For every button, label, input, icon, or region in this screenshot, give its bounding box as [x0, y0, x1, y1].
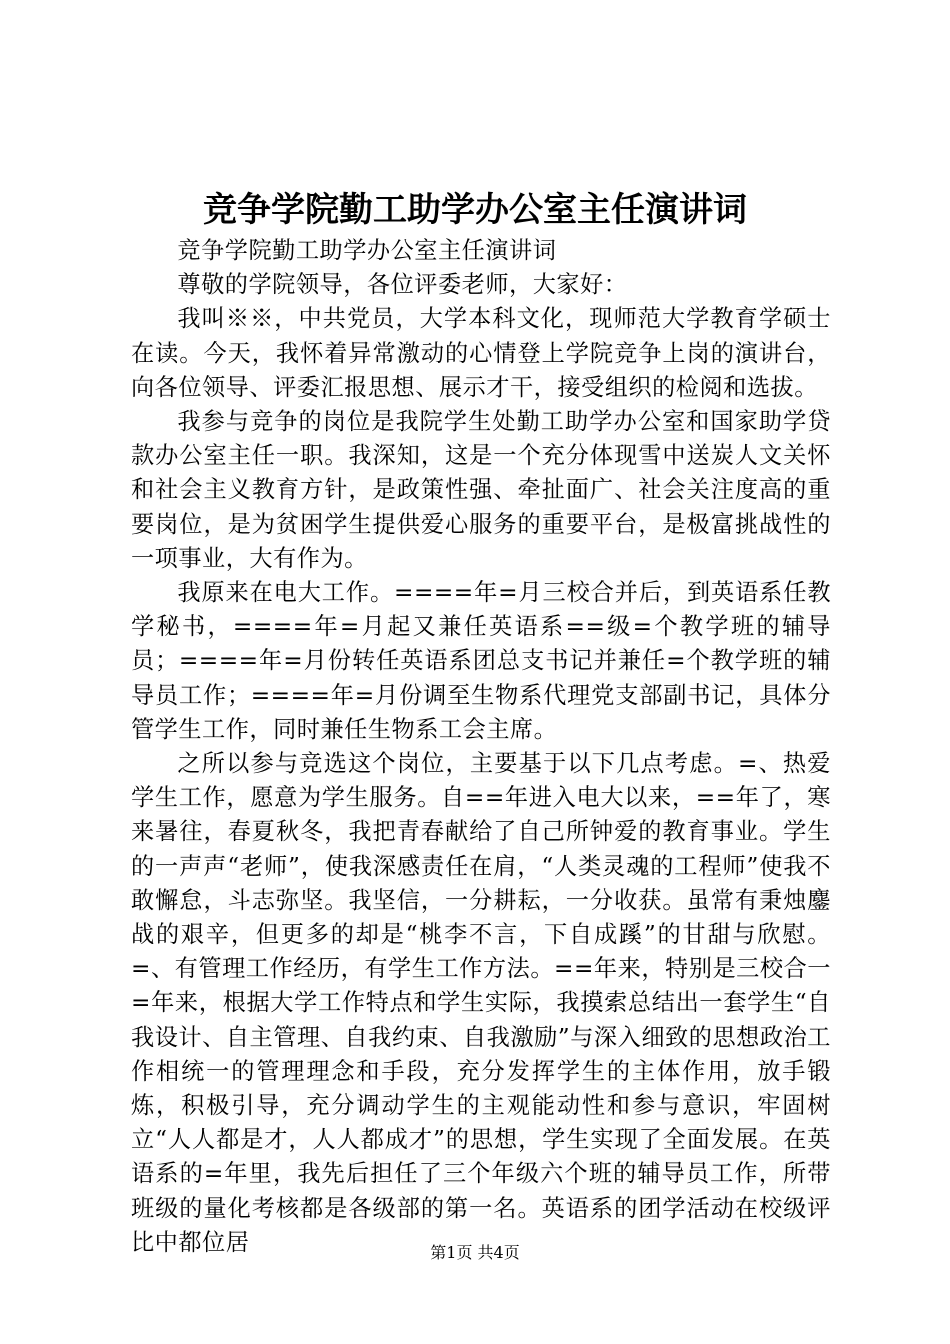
paragraph-introduction: 我叫※※，中共党员，大学本科文化，现师范大学教育学硕士在读。今天，我怀着异常激动的心情登上学院竞争上岗的演讲台，向各位领导、评委汇报思想、展示才干，接受组织的检阅和选拔。 [131, 305, 831, 401]
paragraph-work-history: 我原来在电大工作。====年=月三校合并后，到英语系任教学秘书，====年=月起又兼任英语系==级=个教学班的辅导员；====年=月份转任英语系团总支书记并兼任=个教学班的辅导员工作；====年=月份调至生物系代理党支部副书记，具体分管学生工作，同时兼任生物系工会主席。 [131, 579, 831, 743]
paragraph-reasons: 之所以参与竞选这个岗位，主要基于以下几点考虑。=、热爱学生工作，愿意为学生服务。自==年进入电大以来，==年了，寒来暑往，春夏秋冬，我把青春献给了自己所钟爱的教育事业。学生的一声声“老师”，使我深感责任在肩，“人类灵魂的工程师”使我不敢懈怠，斗志弥坚。我坚信，一分耕耘，一分收获。虽常有秉烛鏖战的艰辛，但更多的却是“桃李不言，下自成蹊”的甘甜与欣慰。=、有管理工作经历，有学生工作方法。==年来，特别是三校合一=年来，根据大学工作特点和学生实际，我摸索总结出一套学生“自我设计、自主管理、自我约束、自我激励”与深入细致的思想政治工作相统一的管理理念和手段，充分发挥学生的主体作用，放手锻炼，积极引导，充分调动学生的主观能动性和参与意识，牢固树立“人人都是才，人人都成才”的思想，学生实现了全面发展。在英语系的=年里，我先后担任了三个年级六个班的辅导员工作，所带班级的量化考核都是各级部的第一名。英语系的团学活动在校级评比中都位居 [131, 750, 831, 1256]
document-title: 竞争学院勤工助学办公室主任演讲词 [203, 190, 747, 230]
paragraph-greeting: 尊敬的学院领导，各位评委老师，大家好： [177, 271, 628, 299]
page-number-footer: 第1页 共4页 [430, 1243, 520, 1262]
paragraph-position: 我参与竞争的岗位是我院学生处勤工助学办公室和国家助学贷款办公室主任一职。我深知，这是一个充分体现雪中送炭人文关怀和社会主义教育方针，是政策性强、牵扯面广、社会关注度高的重要岗位，是为贫困学生提供爱心服务的重要平台，是极富挑战性的一项事业，大有作为。 [131, 408, 831, 572]
document-body [131, 234, 831, 1260]
paragraph-subtitle: 竞争学院勤工助学办公室主任演讲词 [177, 237, 557, 264]
